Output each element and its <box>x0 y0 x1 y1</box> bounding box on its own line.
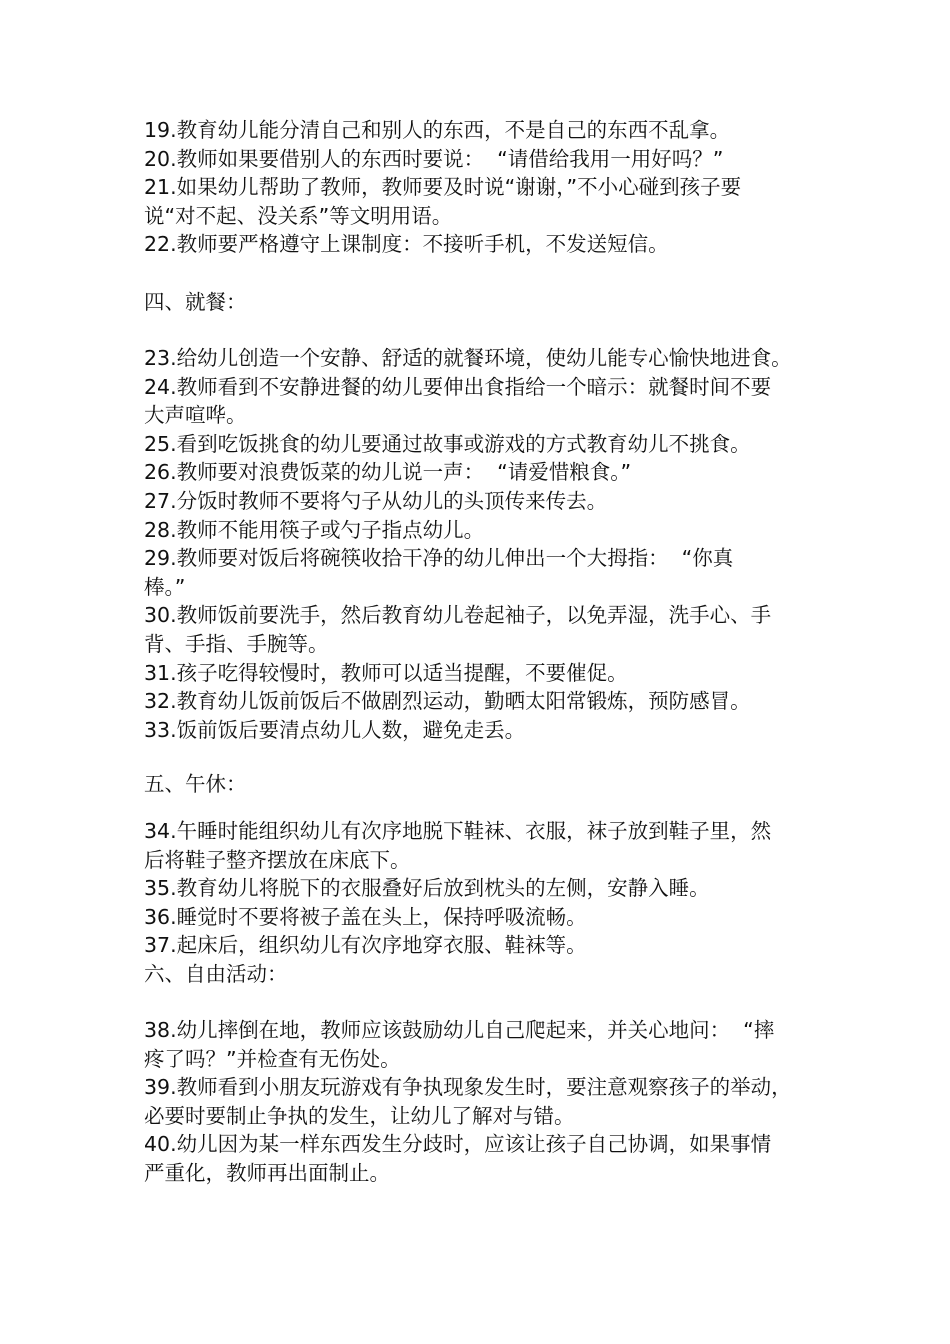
text-line: 28.教师不能用筷子或勺子指点幼儿。 <box>144 517 485 542</box>
text-line: 36.睡觉时不要将被子盖在头上，保持呼吸流畅。 <box>144 904 587 929</box>
text-line: 40.幼儿因为某一样东西发生分歧时，应该让孩子自己协调，如果事情 <box>144 1132 772 1157</box>
text-line: 39.教师看到小朋友玩游戏有争执现象发生时，要注意观察孩子的举动， <box>144 1075 792 1100</box>
section-title: 五、午休： <box>144 772 247 796</box>
text-line: 背、手指、手腕等。 <box>144 631 329 656</box>
text-line: 30.教师饭前要洗手，然后教育幼儿卷起袖子，以免弄湿，洗手心、手 <box>144 603 772 628</box>
text-line: 29.教师要对饭后将碗筷收拾干净的幼儿伸出一个大拇指： “你真 <box>144 546 734 571</box>
text-line: 35.教育幼儿将脱下的衣服叠好后放到枕头的左侧，安静入睡。 <box>144 876 710 901</box>
text-line: 疼了吗？”并检查有无伤处。 <box>144 1046 401 1071</box>
text-line: 棒。” <box>144 574 186 599</box>
text-line: 严重化，教师再出面制止。 <box>144 1160 390 1185</box>
text-line: 说“对不起、没关系”等文明用语。 <box>144 203 453 228</box>
text-line: 27.分饭时教师不要将勺子从幼儿的头顶传来传去。 <box>144 488 608 513</box>
rules-list-dining <box>144 344 824 744</box>
text-line: 19.教育幼儿能分清自己和别人的东西，不是自己的东西不乱拿。 <box>144 118 731 142</box>
text-line: 34.午睡时能组织幼儿有次序地脱下鞋袜、衣服，袜子放到鞋子里，然 <box>144 819 772 843</box>
text-line: 22.教师要严格遵守上课制度：不接听手机，不发送短信。 <box>144 232 669 257</box>
text-line: 后将鞋子整齐摆放在床底下。 <box>144 847 411 872</box>
section-heading-nap <box>144 770 824 799</box>
text-line: 32.教育幼儿饭前饭后不做剧烈运动，勤晒太阳常锻炼，预防感冒。 <box>144 689 751 714</box>
text-line: 必要时要制止争执的发生，让幼儿了解对与错。 <box>144 1103 575 1128</box>
text-line: 20.教师如果要借别人的东西时要说： “请借给我用一用好吗？” <box>144 146 724 171</box>
section-title: 四、就餐： <box>144 290 247 314</box>
rules-list-nap <box>144 817 824 989</box>
text-line: 大声喧哗。 <box>144 403 247 428</box>
text-line: 33.饭前饭后要清点幼儿人数，避免走丢。 <box>144 717 526 742</box>
text-line: 31.孩子吃得较慢时，教师可以适当提醒，不要催促。 <box>144 660 628 685</box>
text-line: 23.给幼儿创造一个安静、舒适的就餐环境，使幼儿能专心愉快地进食。 <box>144 346 792 370</box>
text-line: 21.如果幼儿帮助了教师，教师要及时说“谢谢，”不小心碰到孩子要 <box>144 175 742 200</box>
text-line: 24.教师看到不安静进餐的幼儿要伸出食指给一个暗示：就餐时间不要 <box>144 374 772 399</box>
text-line: 25.看到吃饭挑食的幼儿要通过故事或游戏的方式教育幼儿不挑食。 <box>144 431 751 456</box>
text-line: 38.幼儿摔倒在地，教师应该鼓励幼儿自己爬起来，并关心地问： “摔 <box>144 1018 775 1042</box>
text-line: 37.起床后，组织幼儿有次序地穿衣服、鞋袜等。 <box>144 933 587 958</box>
section-heading-dining <box>144 288 824 317</box>
rules-list-free-activity <box>144 1016 824 1188</box>
text-line: 26.教师要对浪费饭菜的幼儿说一声： “请爱惜粮食。” <box>144 460 632 485</box>
section-title: 六、自由活动： <box>144 961 288 986</box>
rules-list-part-1 <box>144 116 824 259</box>
